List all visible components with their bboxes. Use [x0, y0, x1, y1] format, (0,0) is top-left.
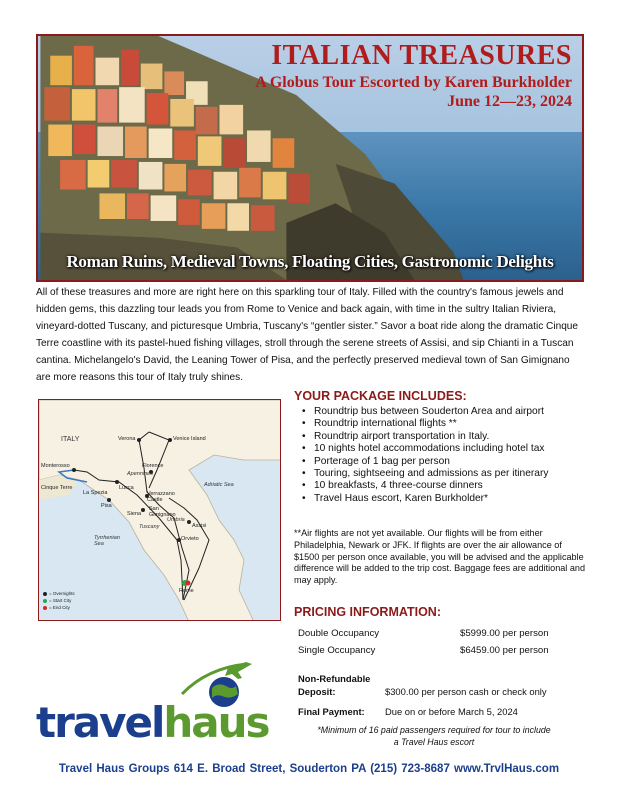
- minimum-passengers-note: *Minimum of 16 paid passengers required for tour to include a Travel Haus escort: [317, 725, 551, 747]
- map-city-verona: Verona: [118, 436, 136, 442]
- package-item: • Roundtrip airport transportation in Italy.: [302, 431, 592, 443]
- map-region-adriatic: Adriatic Sea: [204, 482, 234, 488]
- itinerary-map: [38, 399, 281, 621]
- package-item: • Travel Haus escort, Karen Burkholder*: [302, 493, 592, 505]
- tour-title: ITALIAN TREASURES: [271, 40, 572, 71]
- final-payment-label: Final Payment:: [298, 706, 365, 717]
- map-city-lucca: Lucca: [119, 485, 134, 491]
- logo-wordmark-haus: haus: [163, 698, 269, 747]
- map-city-florence: Florence: [142, 463, 164, 469]
- legend-start-city: = Start City: [49, 598, 72, 603]
- tour-subtitle: A Globus Tour Escorted by Karen Burkholder: [255, 74, 572, 91]
- tour-dates: June 12—23, 2024: [447, 93, 572, 110]
- map-city-cinque-terre: Cinque Terre: [41, 485, 73, 491]
- package-item: • 10 nights hotel accommodations including hotel tax: [302, 443, 592, 455]
- map-city-verrazzano: Verrazzano Castle: [147, 491, 175, 503]
- map-city-rome: Rome: [179, 588, 194, 594]
- air-flights-note: **Air flights are not yet available. Our flights will be from either Philadelphia, Newark or JFK. If flights are over the air allowance of $1500 per person once available, you will be advised and the applicable difference will be added to the trip cost. Baggage fees are additional and may apply.: [294, 528, 586, 586]
- package-item: • Roundtrip bus between Souderton Area and airport: [302, 406, 592, 418]
- package-list: [302, 406, 592, 505]
- map-city-venice: Venice Island: [173, 436, 206, 442]
- logo-wordmark-travel: travel: [36, 698, 164, 747]
- map-country-label: ITALY: [61, 436, 80, 443]
- package-item: • Touring, sightseeing and admissions as per itinerary: [302, 468, 592, 480]
- intro-paragraph: All of these treasures and more are right here on this sparkling tour of Italy. Filled with the country's famous jewels and hidden gems, this dazzling tour leads you from Rome to Venice and back again, with time in the sultry Italian Riviera, vineyard-dotted Tuscany, and picturesque Umbria, Tuscany's “gentler sister.” Savor a boat ride along the dramatic Cinque Terre coastline with its pastel-hued fishing villages, stroll through the serene streets of Assisi, and sip Chianti in a Tuscan cantina. Michelangelo's David, the Leaning Tower of Pisa, and the perfectly preserved medieval town of San Gimignano are more reasons this tour of Italy truly shines.: [36, 287, 579, 383]
- map-region-umbria: Umbria: [167, 517, 185, 523]
- double-occupancy-label: Double Occupancy: [298, 628, 380, 639]
- end-marker-icon: [43, 606, 47, 610]
- footer-contact: Travel Haus Groups 614 E. Broad Street, Souderton PA (215) 723-8687 www.TrvlHaus.com: [58, 763, 560, 775]
- single-occupancy-label: Single Occupancy: [298, 645, 376, 656]
- hero-image: [36, 34, 584, 282]
- package-item: • Roundtrip international flights **: [302, 418, 592, 430]
- legend-end-city: = End City: [49, 605, 70, 610]
- map-city-pisa: Pisa: [101, 503, 112, 509]
- package-item: • 10 breakfasts, 4 three-course dinners: [302, 480, 592, 492]
- travel-haus-logo: [32, 660, 269, 755]
- map-region-tyrrhenian: Tyrrhenian Sea: [94, 535, 120, 547]
- deposit-label-line1: Non-Refundable: [298, 673, 371, 684]
- package-heading: YOUR PACKAGE INCLUDES:: [294, 389, 467, 403]
- single-occupancy-price: $6459.00 per person: [460, 645, 549, 656]
- package-item: • Porterage of 1 bag per person: [302, 456, 592, 468]
- map-city-monterosso: Monterosso: [41, 463, 70, 469]
- start-marker-icon: [43, 599, 47, 603]
- pricing-heading: PRICING INFORMATION:: [294, 605, 441, 619]
- map-city-orvieto: Orvieto: [181, 536, 199, 542]
- deposit-label-line2: Deposit:: [298, 686, 336, 697]
- map-city-assisi: Assisi: [192, 523, 207, 529]
- map-legend: [43, 590, 75, 611]
- map-city-siena: Siena: [127, 511, 142, 517]
- hero-tagline: Roman Ruins, Medieval Towns, Floating Cities, Gastronomic Delights: [66, 252, 554, 271]
- double-occupancy-price: $5999.00 per person: [460, 628, 549, 639]
- deposit-value: $300.00 per person cash or check only: [385, 686, 547, 697]
- map-region-tuscany: Tuscany: [139, 524, 160, 530]
- map-region-apennines: Apennines: [127, 471, 153, 477]
- legend-overnights: = Overnights: [49, 591, 75, 596]
- map-city-san-gimignano: San Gimignano: [149, 506, 176, 518]
- hero-title-block: [255, 40, 572, 111]
- final-payment-value: Due on or before March 5, 2024: [385, 706, 518, 717]
- map-city-la-spezia: La Spezia: [83, 490, 108, 496]
- logo-wordmark: [36, 698, 269, 747]
- overnight-marker-icon: [43, 592, 47, 596]
